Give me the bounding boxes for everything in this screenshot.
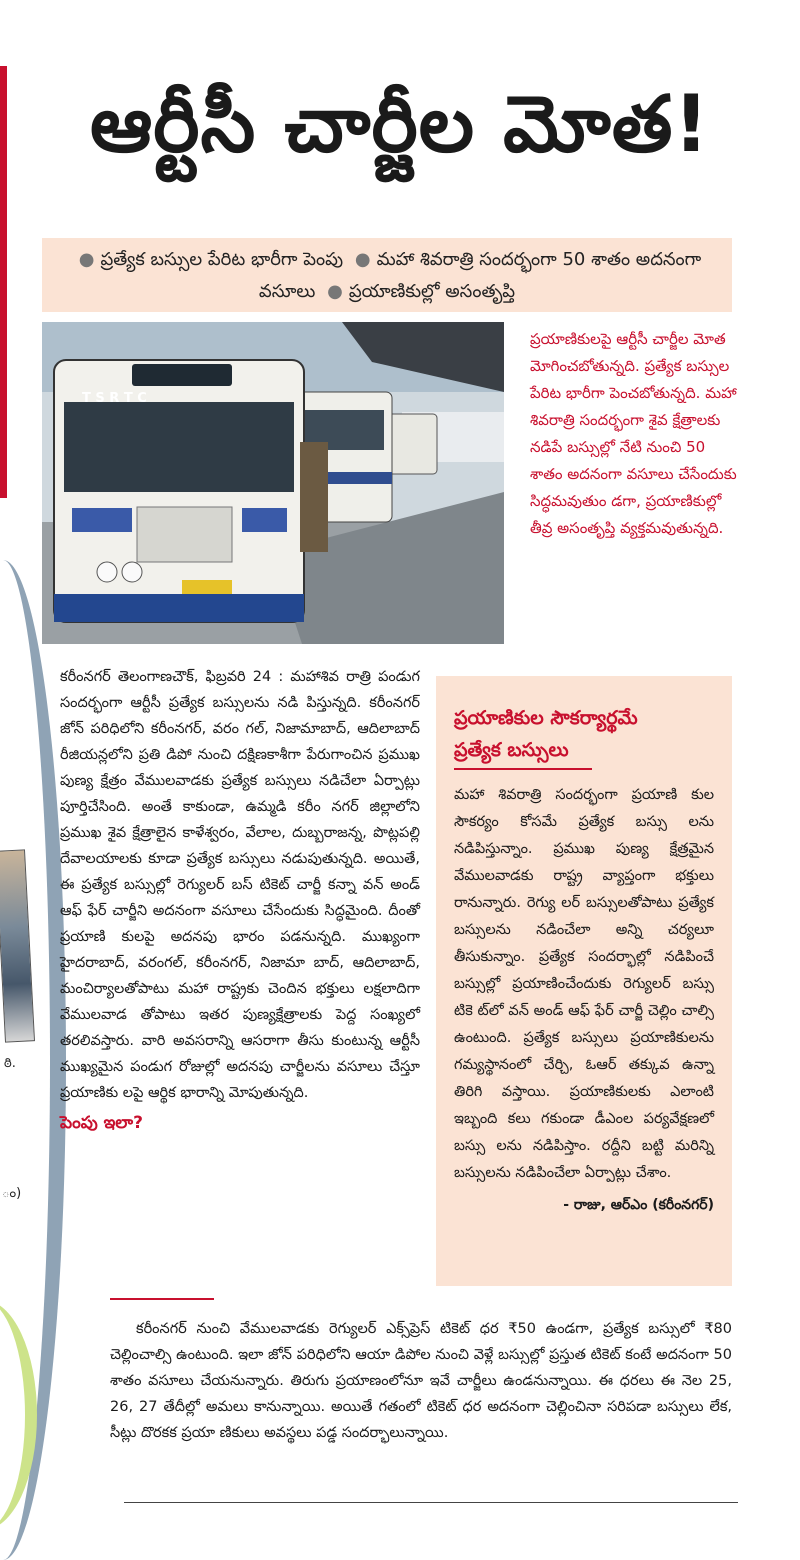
bullet-icon: ● bbox=[78, 249, 95, 270]
sidebar-title bbox=[454, 702, 714, 766]
intro-text: ప్రయాణికులపై ఆర్టీసీ చార్జీల మోత మోగించబోతున్నది. ప్రత్యేక బస్సుల పేరిట భారీగా పెంచబోతున్నది. మహా శివరాత్రి సందర్భంగా శైవ క్షేత్రాలకు నడిపే బస్సుల్లో నేటి నుంచి 50 శాతం అదనంగా వసూలు చేసేందుకు సిద్ధమవుతుం డగా, ప్రయాణికుల్లో తీవ్ర అసంతృప్తి వ్యక్తమవుతున్నది. bbox=[530, 330, 737, 537]
sidebar-title-line: ప్రయాణికుల సౌకర్యార్థమే bbox=[454, 707, 638, 729]
bullet-icon: ● bbox=[327, 281, 343, 302]
sidebar-box bbox=[436, 676, 732, 1286]
subhead-bullet: ప్రత్యేక బస్సుల పేరిట భారీగా పెంపు bbox=[100, 249, 344, 270]
adjacent-red-bar bbox=[0, 66, 7, 498]
bullet-icon: ● bbox=[354, 249, 371, 270]
subhead-band bbox=[42, 238, 732, 312]
headline: ఆర్టీసీ చార్జీల మోత! bbox=[90, 80, 710, 170]
bottom-divider bbox=[124, 1502, 738, 1503]
body-paragraph: కరీంనగర్ తెలంగాణచౌక్, ఫిబ్రవరి 24 : మహాశివ రాత్రి పండుగ సందర్భంగా ఆర్టీసీ ప్రత్యేక బస్సులను నడి పిస్తున్నది. కరీంనగర్ జోన్ పరిధిలోని కరీంనగర్, వరం గల్, నిజామాబాద్, ఆదిలాబాద్ రీజియన్లలోని ప్రతి డిపో నుంచి దక్షిణకాశీగా పేరుగాంచిన ప్రముఖ పుణ్య క్షేత్రం వేములవాడకు ప్రత్యేక బస్సులు నడిచేలా ఏర్పాట్లు పూర్తిచేసింది. అంతే కాకుండా, ఉమ్మడి కరీం నగర్ జిల్లాలోని ప్రముఖ శైవ క్షేత్రాలైన కాళేశ్వరం, వేలాల, దుబ్బరాజన్న, పొట్లపల్లి దేవాలయాలకు కూడా ప్రత్యేక బస్సులు నడుపుతున్నది. అయితే, ఈ ప్రత్యేక బస్సుల్లో రెగ్యులర్ బస్ టికెట్ చార్జీ కన్నా వన్ అండ్ ఆఫ్ ఫేర్ చార్జీని అదనంగా వసూలు చేసేందుకు సిద్ధమైంది. దీంతో ప్రయాణి కులపై అదనపు భారం పడనున్నది. ముఖ్యంగా హైదరాబాద్, వరంగల్, కరీంనగర్, నిజామా బాద్, ఆదిలాబాద్, మంచిర్యాలతోపాటు మహా రాష్ట్రకు చెందిన భక్తులు లక్షలాదిగా వేములవాడ తోపాటు ఇతర పుణ్యక్షేత్రాలకు పెద్ద సంఖ్యలో తరలివస్తారు. వారి అవసరాన్ని ఆసరాగా తీసు కుంటున్న ఆర్టీసీ ముఖ్యమైన పండుగ రోజుల్లో అదనపు చార్జీలను వసూలు చేస్తూ ప్రయాణికు లపై ఆర్థిక భారాన్ని మోపుతున్నది. bbox=[60, 669, 420, 1101]
adjacent-text-fragment: ఠి. bbox=[4, 1056, 16, 1071]
adjacent-text-fragment: ం) bbox=[2, 1186, 22, 1201]
bus-station-photo bbox=[42, 322, 504, 644]
subhead-line-1 bbox=[42, 244, 732, 308]
sidebar-title-underline bbox=[454, 768, 592, 770]
subheading-underline bbox=[110, 1298, 214, 1300]
article-body bbox=[60, 664, 420, 1136]
sidebar-title-line: ప్రత్యేక బస్సులు bbox=[454, 739, 569, 761]
subhead-bullet: మహా శివరాత్రి సందర్భంగా 50 శాతం అదనంగా వసూలు bbox=[258, 249, 702, 302]
subheading-hike: పెంపు ఇలా? bbox=[60, 1113, 143, 1133]
bottom-paragraph: కరీంనగర్ నుంచి వేములవాడకు రెగ్యులర్ ఎక్స్‌ప్రెస్ టికెట్ ధర ₹50 ఉండగా, ప్రత్యేక బస్సులో ₹80 చెల్లించాల్సి ఉంటుంది. ఇలా జోన్ పరిధిలోని ఆయా డిపోల నుంచి వెళ్లే బస్సుల్లో ప్రస్తుత టికెట్ కంటే అదనంగా 50 శాతం వసూలు చేయనున్నారు. తిరుగు ప్రయాణంలోనూ ఇవే చార్జీలు ఉండనున్నాయి. ఈ ధరలు ఈ నెల 25, 26, 27 తేదీల్లో అమలు కానున్నాయి. అయితే గతంలో టికెట్ ధర అదనంగా చెల్లించినా సరిపడా బస్సులు లేక, సీట్లు దొరకక ప్రయా ణికులు అవస్థలు పడ్డ సందర్భాలున్నాయి. bbox=[110, 1321, 732, 1441]
bus-lettering: T S R T C bbox=[82, 391, 147, 406]
sidebar-credit: - రాజు, ఆర్ఎం (కరీంనగర్) bbox=[563, 1197, 714, 1213]
sidebar-text: మహా శివరాత్రి సందర్భంగా ప్రయాణి కుల సౌకర్యం కోసమే ప్రత్యేక బస్సు లను నడిపిస్తున్నాం. ప్రముఖ పుణ్య క్షేత్రమైన వేములవాడకు రాష్ట్ర వ్యాప్తంగా భక్తులు రానున్నారు. రెగ్యు లర్ బస్సులతోపాటు ప్రత్యేక బస్సులను నడించేలా అన్ని చర్యలూ తీసుకున్నాం. ప్రత్యేక సందర్భాల్లో నడిపించే బస్సుల్లో ప్రయాణించేందుకు రెగ్యులర్ బస్సు టికె ట్‌లో వన్ అండ్ ఆఫ్ ఫేర్ చార్జీ చెల్లిం చాల్సి ఉంటుంది. ప్రత్యేక బస్సులు ప్రయాణికులను గమ్యస్థానంలో చేర్చి, ఓఆర్ తక్కువ ఉన్నా తిరిగి వస్తాయి. ప్రయాణికులకు ఎలాంటి ఇబ్బంది కలు గకుండా డీఎంల పర్యవేక్షణలో బస్సు లను నడిపిస్తాం. రద్దీని బట్టి మరిన్ని బస్సులను నడిపించేలా ఏర్పాట్లు చేశాం. bbox=[454, 787, 714, 1181]
subhead-bullet: ప్రయాణికుల్లో అసంతృప్తి bbox=[348, 281, 516, 302]
